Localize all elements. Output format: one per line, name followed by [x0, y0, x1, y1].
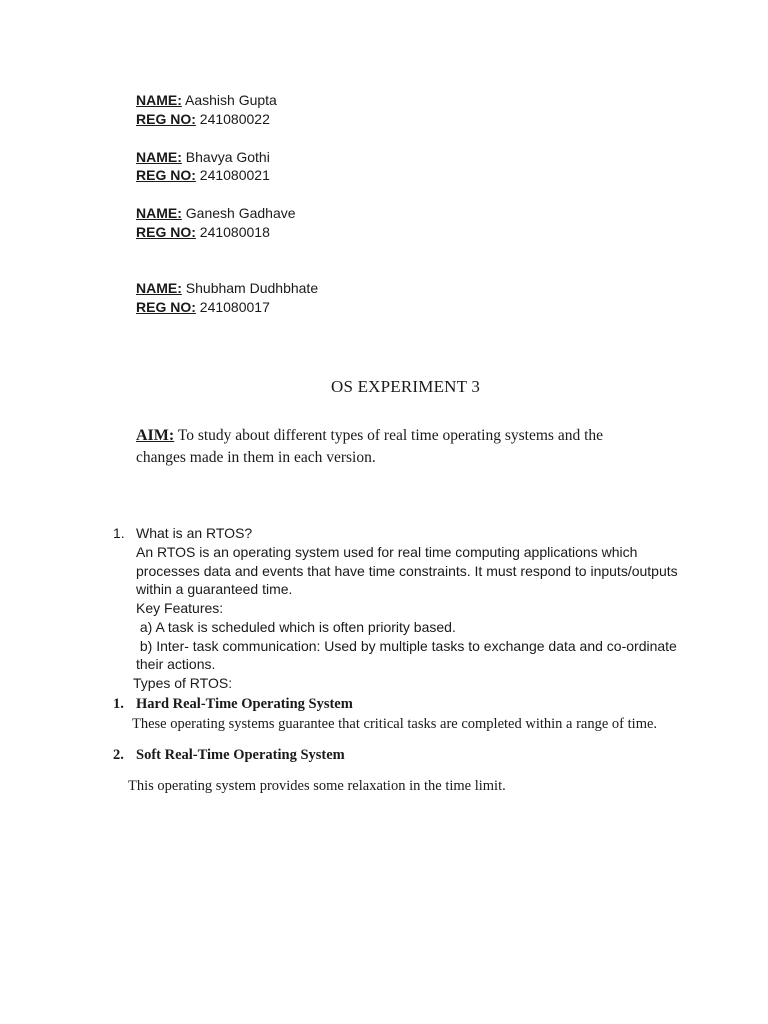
list-number: 1. [113, 525, 125, 541]
person-name-line [136, 204, 296, 223]
reg-number-line [136, 223, 270, 242]
name-label: NAME: [136, 280, 182, 296]
aim-text: To study about different types of real time operating systems and the [174, 427, 604, 444]
page-title: OS EXPERIMENT 3 [331, 377, 481, 396]
reg-number: 241080021 [195, 167, 270, 183]
paragraph-line: processes data and events that have time constraints. It must respond to inputs/outputs [136, 563, 678, 579]
aim-line-1 [136, 425, 603, 447]
person-name-line [136, 148, 270, 167]
name-label: NAME: [136, 149, 182, 165]
person-name: Ganesh Gadhave [181, 205, 296, 221]
feature-item: a) A task is scheduled which is often priority based. [136, 619, 456, 635]
type-description: This operating system provides some relaxation in the time limit. [128, 778, 506, 794]
paragraph-line: within a guaranteed time. [136, 581, 293, 597]
name-label: NAME: [136, 205, 182, 221]
person-name-line [136, 91, 277, 110]
feature-item: b) Inter- task communication: Used by multiple tasks to exchange data and co-ordinate [136, 638, 677, 654]
reg-number-line [136, 110, 270, 129]
reg-label: REG NO: [136, 167, 196, 183]
paragraph-line: their actions. [136, 656, 216, 672]
list-number: 2. [113, 747, 124, 763]
aim-label: AIM: [136, 427, 175, 444]
reg-label: REG NO: [136, 224, 196, 240]
paragraph-line: An RTOS is an operating system used for real time computing applications which [136, 544, 638, 560]
reg-number-line [136, 298, 270, 317]
person-name-line [136, 279, 318, 298]
name-label: NAME: [136, 92, 182, 108]
person-name: Shubham Dudhbhate [181, 280, 319, 296]
type-heading: Hard Real-Time Operating System [136, 696, 353, 712]
key-features-label: Key Features: [136, 600, 224, 616]
reg-label: REG NO: [136, 299, 196, 315]
section-question: What is an RTOS? [136, 525, 253, 541]
type-heading: Soft Real-Time Operating System [136, 747, 345, 763]
list-number: 1. [113, 696, 124, 712]
person-name: Bhavya Gothi [181, 149, 270, 165]
reg-number-line [136, 166, 270, 185]
person-name: Aashish Gupta [181, 92, 277, 108]
reg-label: REG NO: [136, 111, 196, 127]
reg-number: 241080017 [195, 299, 270, 315]
reg-number: 241080018 [195, 224, 270, 240]
reg-number: 241080022 [195, 111, 270, 127]
aim-line-2: changes made in them in each version. [136, 449, 376, 466]
type-description: These operating systems guarantee that critical tasks are completed within a range of time. [132, 716, 658, 732]
types-label: Types of RTOS: [133, 675, 233, 691]
